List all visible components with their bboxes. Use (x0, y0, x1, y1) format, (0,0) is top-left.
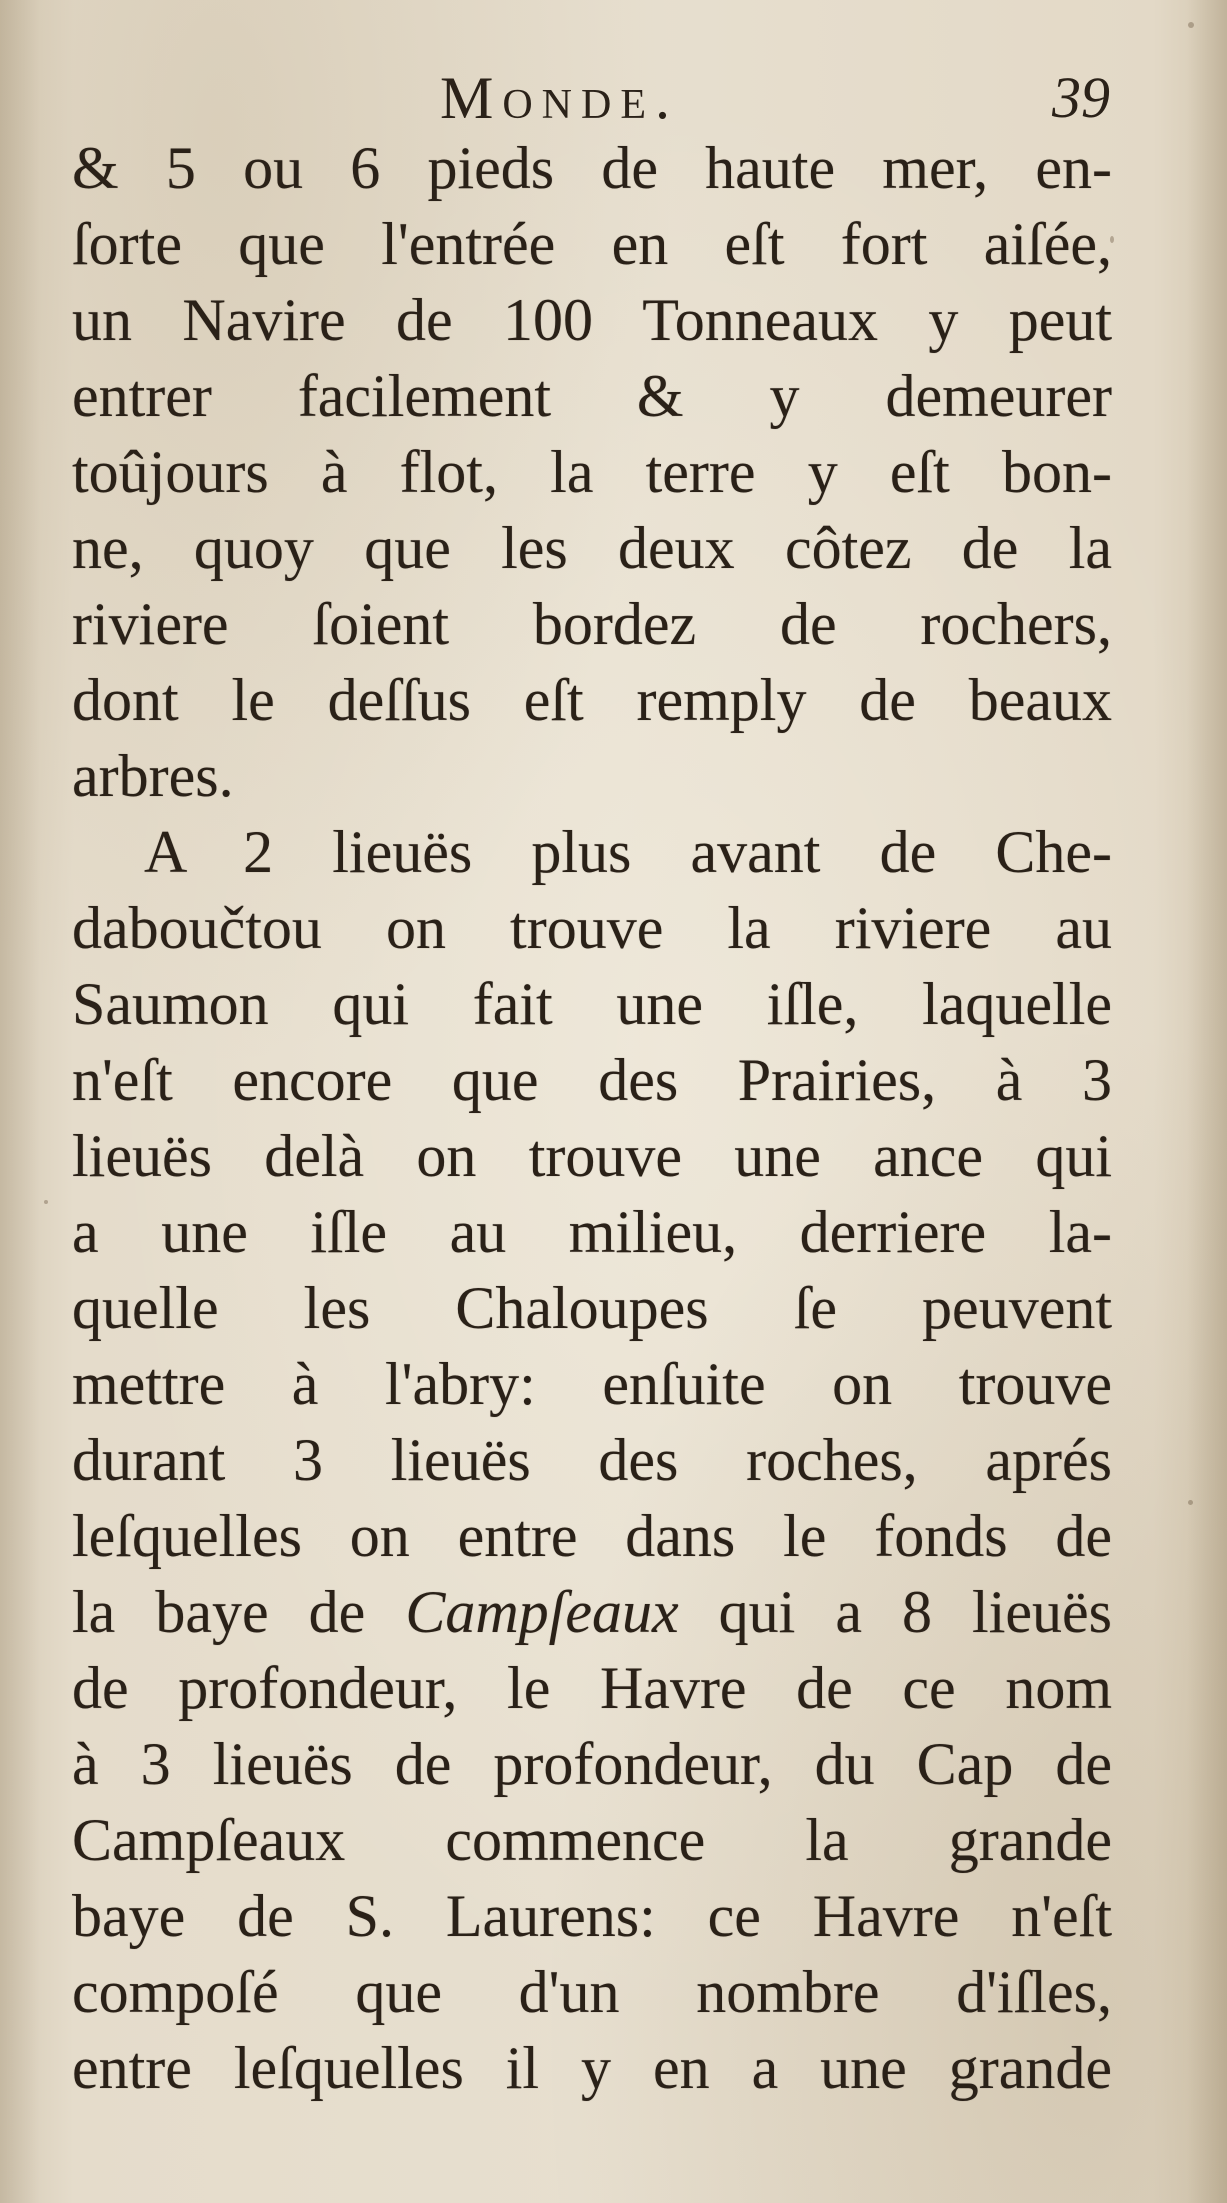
text-line: toûjours à flot, la terre y eſt bon- (72, 439, 1112, 505)
page-number: 39 (1052, 65, 1110, 130)
text-line: lieuës delà on trouve une ance qui (72, 1123, 1112, 1189)
text-line: arbres. (72, 743, 234, 809)
text-line: & 5 ou 6 pieds de haute mer, en- (72, 135, 1112, 201)
text-line: ne, quoy que les deux côtez de la (72, 515, 1112, 581)
paper-speck (1188, 22, 1194, 28)
text-line (72, 1574, 1112, 1650)
text-line: riviere ſoient bordez de rochers, (72, 591, 1112, 657)
text-line: entrer facilement & y demeurer (72, 363, 1112, 429)
text-segment: qui a 8 lieuës (678, 1579, 1112, 1645)
text-line: de profondeur, le Havre de ce nom (72, 1655, 1112, 1721)
text-line: durant 3 lieuës des roches, aprés (72, 1427, 1112, 1493)
text-line: mettre à l'abry: enſuite on trouve (72, 1351, 1112, 1417)
italic-place-name: Campſeaux (405, 1579, 679, 1645)
text-line: Saumon qui fait une iſle, laquelle (72, 971, 1112, 1037)
text-line: daboučtou on trouve la riviere au (72, 895, 1112, 961)
paper-speck (1110, 236, 1114, 243)
running-head: Monde. (440, 65, 679, 131)
text-segment: la baye de (72, 1579, 406, 1645)
text-line: compoſé que d'un nombre d'iſles, (72, 1959, 1112, 2025)
text-line: quelle les Chaloupes ſe peuvent (72, 1275, 1112, 1341)
text-line: A 2 lieuës plus avant de Che- (144, 819, 1112, 885)
text-line: ſorte que l'entrée en eſt fort aiſée, (72, 211, 1112, 277)
page-header (70, 58, 1110, 138)
text-line: entre leſquelles il y en a une grande (72, 2035, 1112, 2101)
text-line: à 3 lieuës de profondeur, du Cap de (72, 1731, 1112, 1797)
body-text (72, 130, 1112, 2106)
paper-speck (44, 1200, 48, 1204)
text-line: leſquelles on entre dans le fonds de (72, 1503, 1112, 1569)
text-line: dont le deſſus eſt remply de beaux (72, 667, 1112, 733)
text-line: n'eſt encore que des Prairies, à 3 (72, 1047, 1112, 1113)
paper-speck (1188, 1500, 1193, 1505)
page-edge-shadow-left (0, 0, 40, 2203)
text-line: baye de S. Laurens: ce Havre n'eſt (72, 1883, 1112, 1949)
text-line: a une iſle au milieu, derriere la- (72, 1199, 1112, 1265)
text-line: un Navire de 100 Tonneaux y peut (72, 287, 1112, 353)
page-edge-shadow-right (1187, 0, 1227, 2203)
text-line: Campſeaux commence la grande (72, 1807, 1112, 1873)
